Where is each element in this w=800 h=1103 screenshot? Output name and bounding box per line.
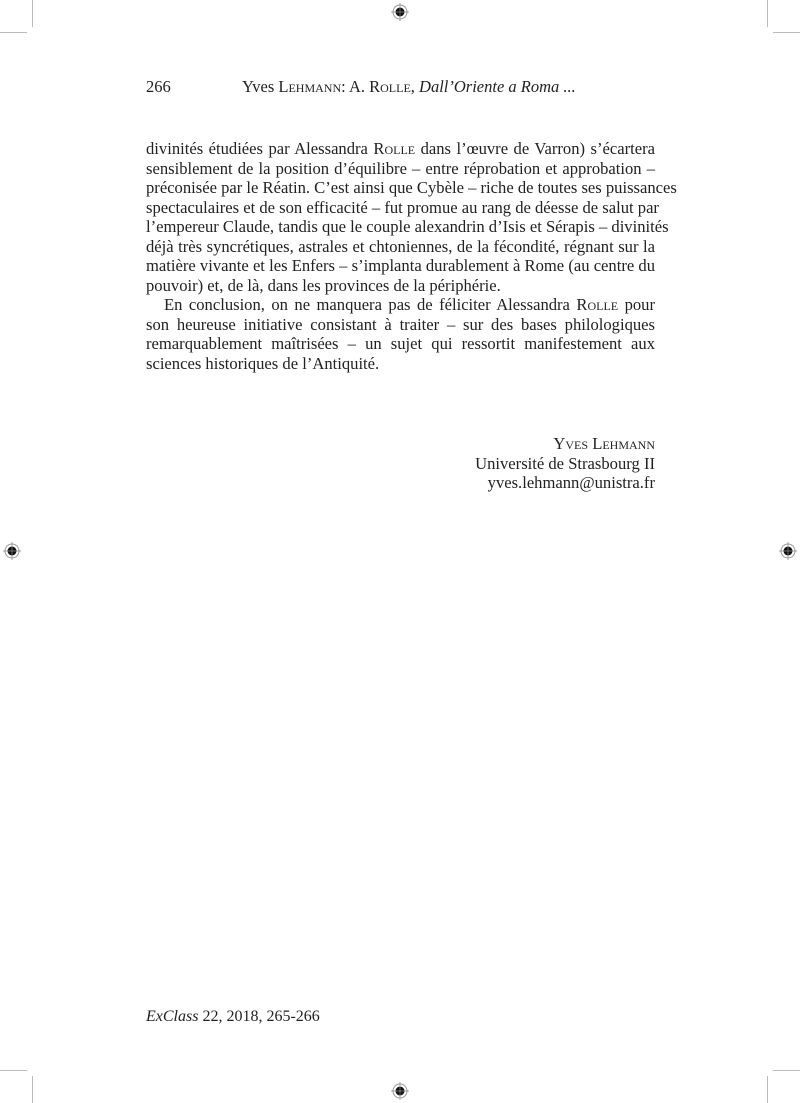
text-segment: pouvoir) et, de là, dans les provinces de la périphérie. [146,275,501,295]
author-last-name: Lehmann [278,77,342,96]
citation: 22, 2018, 265-266 [198,1008,320,1025]
text-line [146,256,655,276]
text-line [146,334,655,354]
book-title: Dall’Oriente a Roma ... [419,77,576,96]
body-text [146,139,677,373]
page-footer [146,1008,320,1026]
signature-block [475,434,655,493]
text-line [146,354,655,374]
registration-mark-icon [779,542,797,560]
text-segment: déjà très syncrétiques, astrales et chtoniennes, de la fécondité, régnant sur la [146,236,655,256]
crop-mark [773,32,800,33]
crop-mark [32,0,33,27]
text-segment: l’empereur Claude, tandis que le couple alexandrin d’Isis et Sérapis – divinités [146,217,669,236]
text-line [146,159,655,179]
text-line [146,237,655,257]
signature-name: Yves Lehmann [553,434,655,453]
text-line [146,178,677,198]
running-title [242,77,576,97]
text-segment: sciences historiques de l’Antiquité. [146,353,380,373]
crop-mark [773,1070,800,1071]
text-segment: spectaculaires et de son efficacité – fut promue au rang de déesse de salut par [146,197,659,217]
author-first-name: Yves [242,77,279,96]
text-segment: remarquablement maîtrisées – un sujet qui ressortit manifestement aux [146,334,655,353]
text-segment: matière vivante et les Enfers – s’implanta durablement à Rome (au centre du [146,256,655,275]
text-segment: sensiblement de la position d’équilibre – entre réprobation et approbation – [146,158,655,178]
crop-mark [767,0,768,27]
text-line [146,315,655,335]
text-line [146,276,655,296]
crop-mark [0,1070,27,1071]
text-line [146,139,655,159]
registration-mark-icon [3,542,21,560]
text-line [146,217,669,237]
registration-mark-icon [391,3,409,21]
author-name: Rolle [373,139,416,158]
separator: , [410,77,420,96]
text-segment: En conclusion, on ne manquera pas de féliciter Alessandra [164,295,577,314]
text-line [146,295,655,315]
crop-mark [767,1076,768,1103]
text-segment: son heureuse initiative consistant à traiter – sur des bases philologiques [146,314,655,334]
crop-mark [0,32,27,33]
text-segment: pour [618,295,655,314]
registration-mark-icon [391,1082,409,1100]
separator: : A. [341,77,370,96]
author-name: Rolle [576,295,619,314]
text-line [146,197,659,218]
text-segment: divinités étudiées par Alessandra [146,139,374,158]
reviewed-author: Rolle [369,77,411,96]
signature-email: yves.lehmann@unistra.fr [487,473,655,492]
journal-name: ExClass [146,1008,199,1025]
text-segment: dans l’œuvre de Varron) s’écartera [415,139,655,158]
text-segment: préconisée par le Réatin. C’est ainsi que Cybèle – riche de toutes ses puissances [146,178,677,197]
crop-mark [32,1076,33,1103]
signature-affiliation: Université de Strasbourg II [475,453,655,473]
page-number: 266 [146,77,171,96]
